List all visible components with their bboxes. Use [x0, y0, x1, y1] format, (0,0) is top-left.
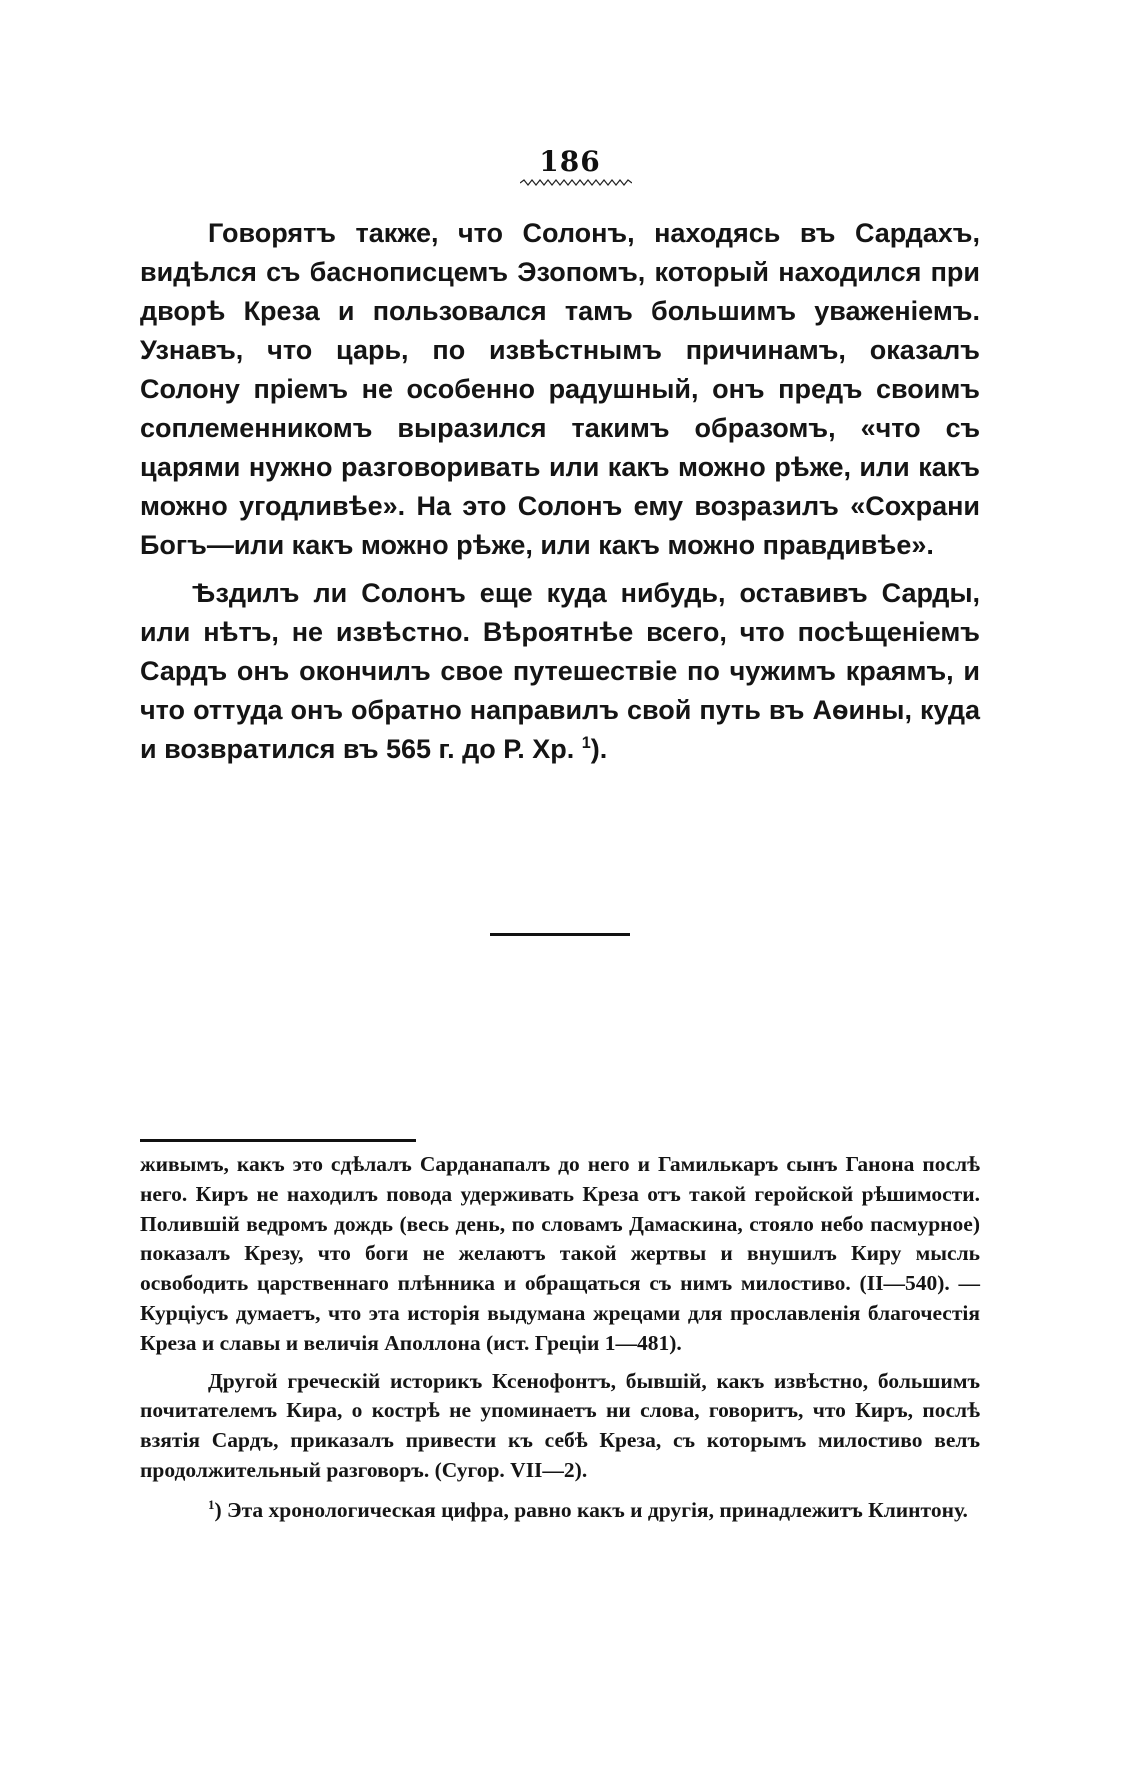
main-paragraph-2-text: Ѣздилъ ли Солонъ еще куда нибудь, оставивъ Сарды, или нѣтъ, не извѣстно. Вѣроятнѣе всего, что посѣщеніемъ Сардъ онъ окончилъ свое путешествіе по чужимъ краямъ, и что оттуда онъ обратно направилъ свой путь въ Аѳины, куда и возвратился въ 565 г. до Р. Хр. — [140, 578, 980, 764]
main-paragraph-2 — [140, 574, 980, 769]
footnote-continuation: живымъ, какъ это сдѣлалъ Сарданапалъ до него и Гамилькаръ сынъ Ганона послѣ него. Киръ не находилъ повода удерживать Креза отъ такой геройской рѣшимости. Полившій ведромъ дождь (весь день, по словамъ Дамаскина, стояло небо пасмурное) показалъ Крезу, что боги не желаютъ такой жертвы и внушилъ Киру мысль освободить царственнаго плѣнника и обращаться съ нимъ милостиво. (II—540). —Курціусъ думаетъ, что эта исторія выдумана жрецами для прославленія благочестія Креза и славы и величія Аполлона (ист. Греціи 1—481). — [140, 1152, 980, 1355]
page-number: 186 — [539, 145, 601, 178]
main-text — [140, 214, 980, 778]
footnote-1-marker: 1 — [208, 1497, 215, 1512]
footnote-1-text: ) Эта хронологическая цифра, равно какъ и другія, принадлежитъ Клинтону. — [214, 1497, 968, 1522]
footnote-1 — [140, 1496, 980, 1526]
section-divider — [490, 933, 630, 936]
main-paragraph-1: Говорятъ также, что Солонъ, находясь въ Сардахъ, видѣлся съ баснописцемъ Эзопомъ, который находился при дворѣ Креза и пользовался тамъ большимъ уваженіемъ. Узнавъ, что царь, по извѣстнымъ причинамъ, оказалъ Солону пріемъ не особенно радушный, онъ предъ своимъ соплеменникомъ выразился такимъ образомъ, «что съ царями нужно разговоривать или какъ можно рѣже, или какъ можно угодливѣе». На это Солонъ ему возразилъ «Сохрани Богъ—или какъ можно рѣже, или какъ можно правдивѣе». — [140, 218, 980, 560]
page-number-ornament — [520, 178, 632, 188]
footnote-divider — [140, 1139, 416, 1142]
main-paragraph-2-end: ). — [590, 734, 608, 764]
footnote-paragraph-2: Другой греческій историкъ Ксенофонтъ, бывшій, какъ извѣстно, большимъ почитателемъ Кира, о кострѣ не упоминаетъ ни слова, говоритъ, что Киръ, послѣ взятія Сардъ, приказалъ привести къ себѣ Креза, съ которымъ милостиво велъ продолжительный разговоръ. (Сугор. VII—2). — [140, 1368, 980, 1482]
footnote-reference-marker: 1 — [581, 734, 591, 752]
footnotes — [140, 1150, 980, 1526]
